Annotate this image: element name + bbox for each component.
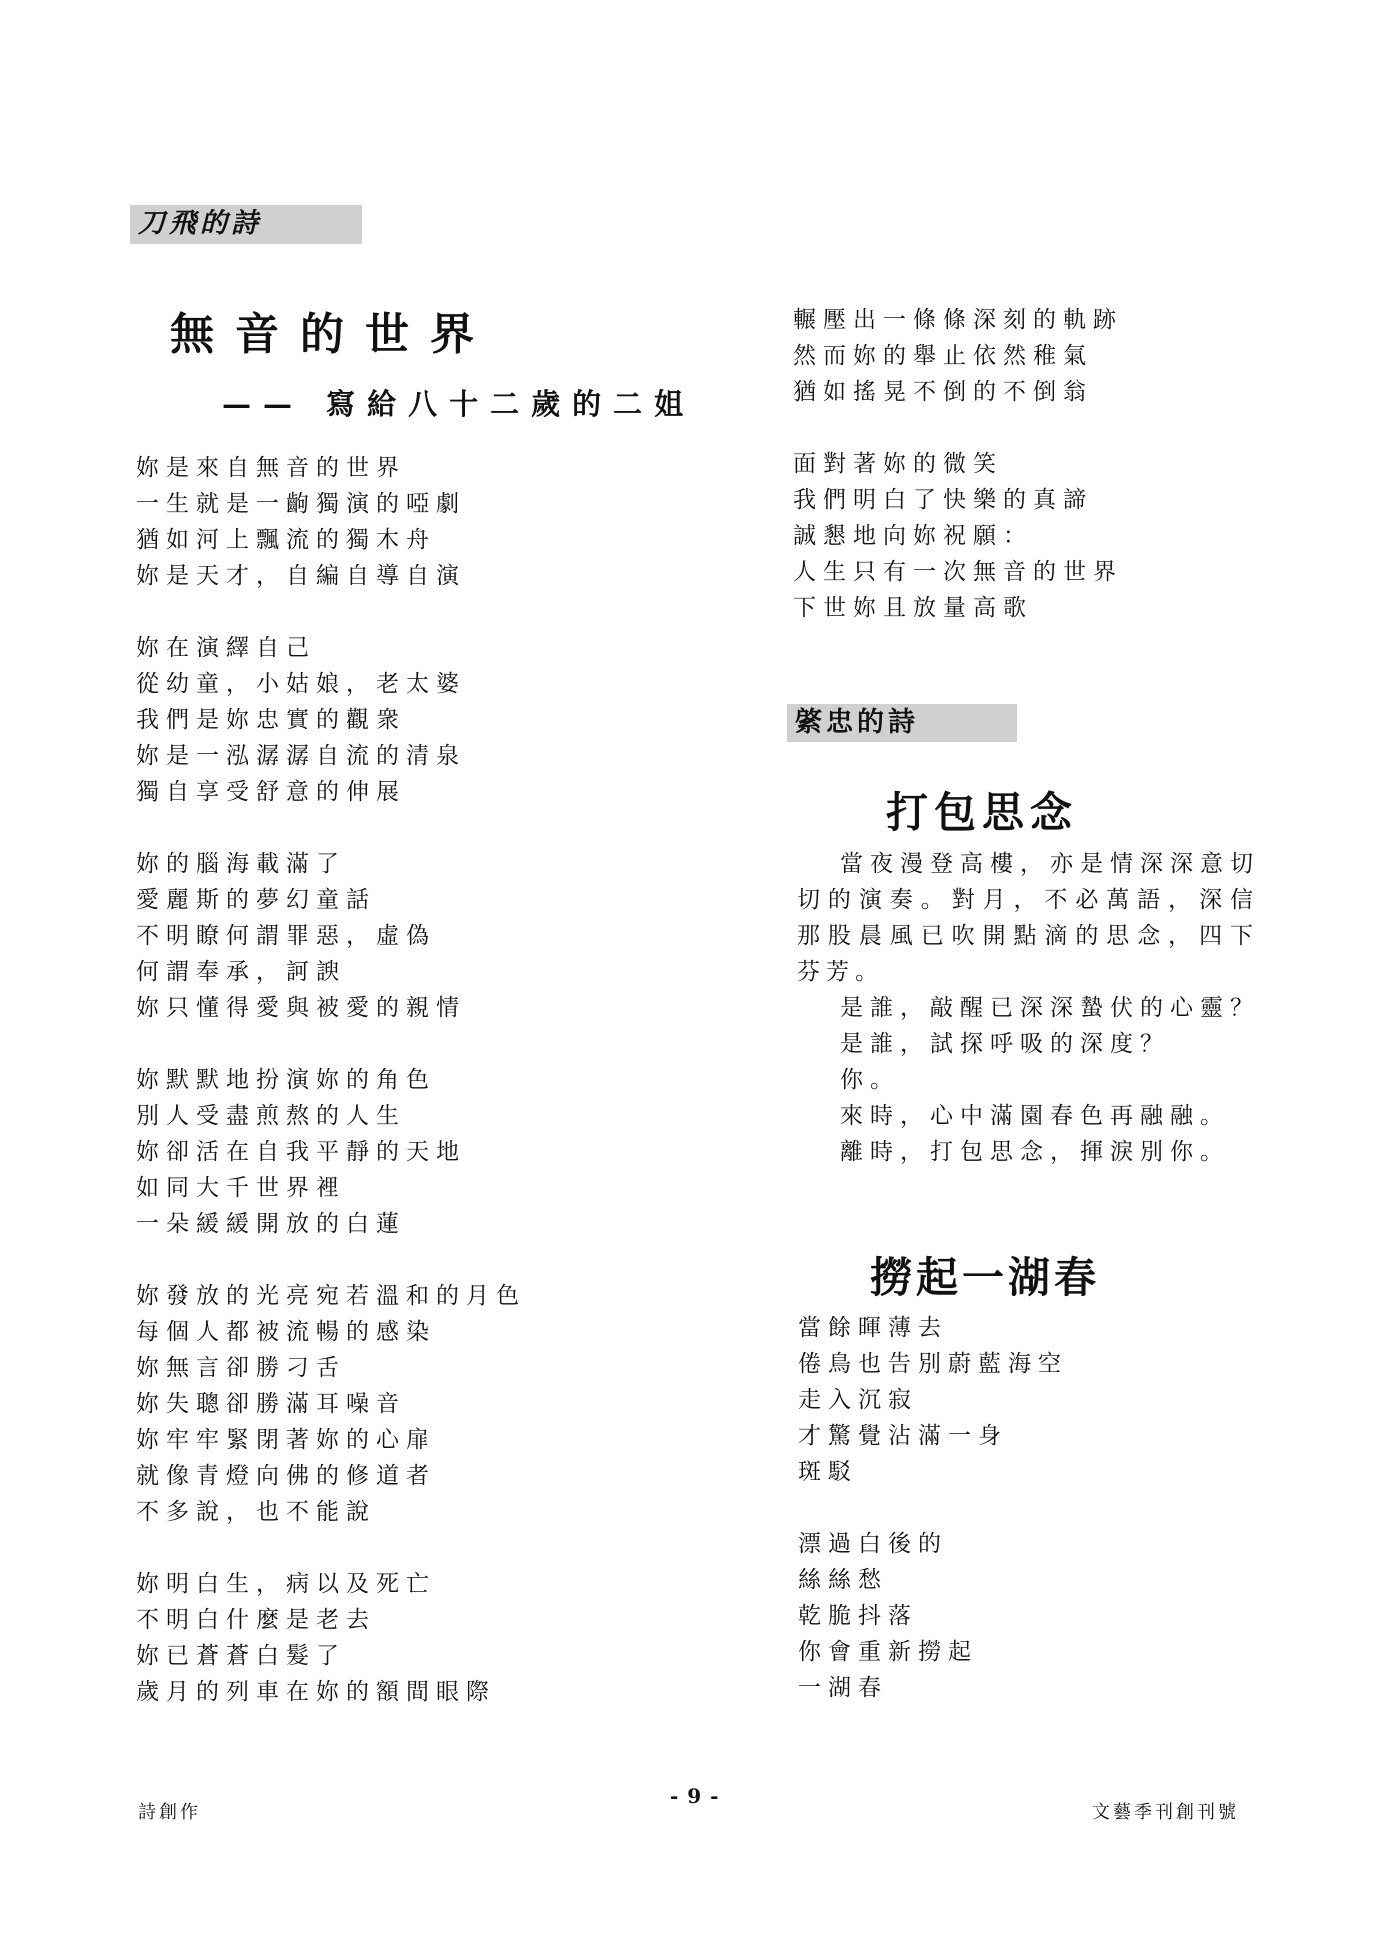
- poem-line: 每個人都被流暢的感染: [136, 1319, 436, 1345]
- poem-line: 獨自享受舒意的伸展: [136, 779, 406, 805]
- poem-line: 你會重新撈起: [798, 1639, 978, 1665]
- poem-line: 倦鳥也告別蔚藍海空: [798, 1351, 1068, 1377]
- poem-line: 妳無言卻勝刁舌: [136, 1355, 346, 1381]
- poem-line: 猶如河上飄流的獨木舟: [136, 527, 436, 553]
- poem-line: 一湖春: [798, 1675, 888, 1701]
- poem1-stanza-4: [136, 1062, 466, 1242]
- footer-section-label: 詩創作: [138, 1802, 201, 1823]
- poem-line: 才驚覺沾滿一身: [798, 1423, 1008, 1449]
- poem-line: 是誰，敲醒已深深蟄伏的心靈？: [840, 995, 1260, 1021]
- poem-line: 不明白什麼是老去: [136, 1607, 376, 1633]
- poem-line: 一朵緩緩開放的白蓮: [136, 1211, 406, 1237]
- poem-line: 別人受盡煎熬的人生: [136, 1103, 406, 1129]
- poem-line: 不多說，也不能說: [136, 1499, 376, 1525]
- poem-line: 愛麗斯的夢幻童話: [136, 887, 376, 913]
- poem-line: 妳明白生，病以及死亡: [136, 1571, 436, 1597]
- poem-line: 絲絲愁: [798, 1567, 888, 1593]
- page-number: - 9 -: [670, 1784, 720, 1808]
- poem-line: 下世妳且放量高歌: [793, 595, 1033, 621]
- poem-line: 何謂奉承，訶諛: [136, 959, 346, 985]
- poem-line: 妳是來自無音的世界: [136, 455, 406, 481]
- poem-line: 妳的腦海載滿了: [136, 851, 346, 877]
- poem-line: 來時，心中滿園春色再融融。: [840, 1103, 1230, 1129]
- poem-line: 然而妳的舉止依然稚氣: [793, 343, 1093, 369]
- poem-line: 妳發放的光亮宛若溫和的月色: [136, 1283, 526, 1309]
- poem-subtitle-wuyin: —— 寫給八十二歲的二姐: [222, 387, 696, 421]
- poem-line: 妳卻活在自我平靜的天地: [136, 1139, 466, 1165]
- poem-line: 是誰，試探呼吸的深度？: [840, 1031, 1170, 1057]
- poem-line: 妳失聰卻勝滿耳噪音: [136, 1391, 406, 1417]
- section-tag-daofei: 刀飛的詩: [130, 205, 362, 244]
- poem-line: 面對著妳的微笑: [793, 451, 1003, 477]
- poem-line: 不明瞭何謂罪惡，虛偽: [136, 923, 436, 949]
- section-tag-qizhong: 綮忠的詩: [787, 704, 1017, 742]
- poem-line: 猶如搖晃不倒的不倒翁: [793, 379, 1093, 405]
- poem-line: 妳已蒼蒼白髮了: [136, 1643, 346, 1669]
- poem-line: 妳在演繹自己: [136, 635, 316, 661]
- poem-line: 離時，打包思念，揮淚別你。: [840, 1139, 1230, 1165]
- poem-line: 斑駁: [798, 1459, 858, 1485]
- poem-line: 誠懇地向妳祝願：: [793, 523, 1033, 549]
- poem3-stanza-2: [798, 1526, 978, 1706]
- poem-line: 歲月的列車在妳的額間眼際: [136, 1679, 496, 1705]
- poem1-stanza-5: [136, 1278, 526, 1530]
- poem1-stanza-3: [136, 846, 466, 1026]
- poem-line: 輾壓出一條條深刻的軌跡: [793, 307, 1123, 333]
- poem-line: 走入沉寂: [798, 1387, 918, 1413]
- poem1-stanza-2: [136, 630, 466, 810]
- footer-publication: 文藝季刊創刊號: [1092, 1802, 1239, 1823]
- poem-line: 人生只有一次無音的世界: [793, 559, 1123, 585]
- poem-line: 從幼童，小姑娘，老太婆: [136, 671, 466, 697]
- poem1-stanza-7: [793, 302, 1123, 410]
- poem2-prose: 當夜漫登高樓，亦是情深深意切切的演奏。對月，不必萬語，深信那股晨風已吹開點滴的思念，四下芬芳。: [797, 851, 1259, 985]
- poem-line: 妳是天才，自編自導自演: [136, 563, 466, 589]
- poem-line: 妳牢牢緊閉著妳的心扉: [136, 1427, 436, 1453]
- poem1-stanza-1: [136, 450, 466, 594]
- poem-line: 就像青燈向佛的修道者: [136, 1463, 436, 1489]
- poem-line: 我們明白了快樂的真諦: [793, 487, 1093, 513]
- poem1-stanza-6: [136, 1566, 496, 1710]
- poem-line: 妳是一泓潺潺自流的清泉: [136, 743, 466, 769]
- poem-line: 你。: [840, 1067, 900, 1093]
- poem-line: 如同大千世界裡: [136, 1175, 346, 1201]
- poem-line: 妳只懂得愛與被愛的親情: [136, 995, 466, 1021]
- poem2-lines: [798, 990, 1260, 1170]
- poem-line: 妳默默地扮演妳的角色: [136, 1067, 436, 1093]
- poem-line: 乾脆抖落: [798, 1603, 918, 1629]
- poem-title-wuyin: 無音的世界: [170, 309, 495, 360]
- poem-line: 一生就是一齣獨演的啞劇: [136, 491, 466, 517]
- poem1-stanza-8: [793, 446, 1123, 626]
- poem-title-dabao: 打包思念: [886, 788, 1079, 837]
- poem-title-laoqi: 撈起一湖春: [870, 1253, 1101, 1302]
- poem-line: 漂過白後的: [798, 1531, 948, 1557]
- poem-line: 我們是妳忠實的觀衆: [136, 707, 406, 733]
- poem3-stanza-1: [798, 1310, 1068, 1490]
- poem-line: 當餘暉薄去: [798, 1315, 948, 1341]
